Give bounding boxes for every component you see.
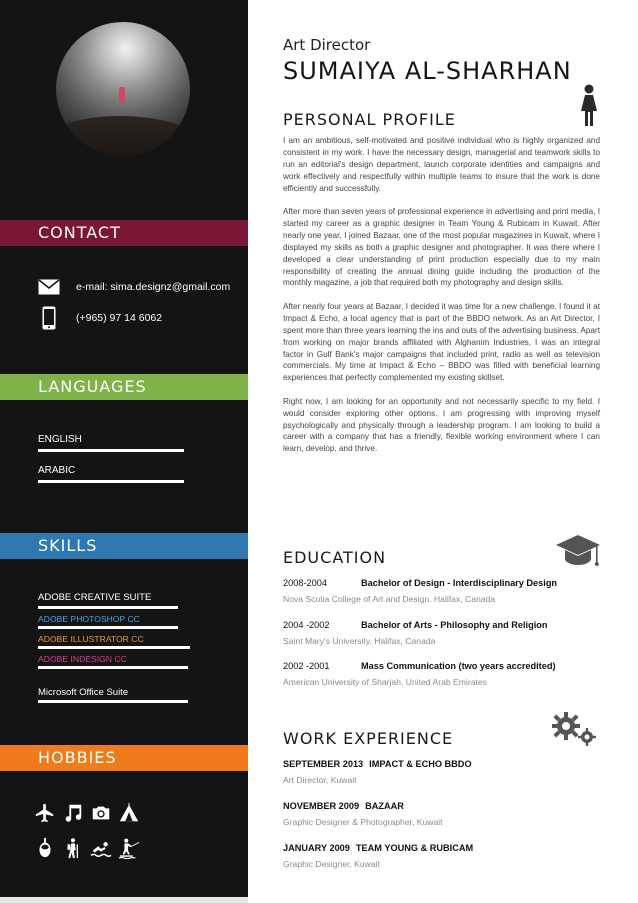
skill-photoshop-label: ADOBE PHOTOSHOP CC [38,614,140,624]
profile-photo [56,22,190,156]
education-item [283,661,603,687]
language-arabic-label: ARABIC [38,465,76,476]
work-item [283,759,603,785]
work-date: JANUARY 2009 [283,843,350,853]
skill-office-bar [38,700,188,703]
swimming-icon [90,837,112,859]
contact-phone[interactable]: (+965) 97 14 6062 [76,312,163,324]
education-degree: Mass Communication (two years accredited) [361,661,556,671]
water-ski-icon [118,837,140,859]
work-company: IMPACT & ECHO BBDO [369,759,472,769]
skill-illustrator-bar [38,646,190,649]
education-item [283,578,603,604]
work-role: Art Director, Kuwait [283,775,357,785]
education-years: 2002 -2001 [283,661,330,671]
graduation-cap-icon [554,533,602,569]
scuba-icon [34,837,56,859]
profile-text [283,135,600,467]
profile-paragraph: I am an ambitious, self-motivated and positive individual who is highly organized and consistent in my work. I have the necessary design, managerial and teamwork skills to run an editorial's design department, launch corporate identities and campaigns and work effectively and respectfully within multiple teams to insure that the work is done efficiently and successfully. [283,136,600,193]
hobby-icons-row-2 [34,837,140,859]
work-date: SEPTEMBER 2013 [283,759,364,769]
skill-indesign-bar [38,666,188,669]
profile-paragraph: After nearly four years at Bazaar, I decided it was time for a new challenge. I found it at Impact & Echo, a local agency that is part of the BBDO network. As an Art Director, I spent more than three years learning the ins and outs of the advertising business. Apart from working on major brands affiliated with Alghanim Industries, I was an integral factor in Gulf Bank's major campaigns that included print, radio as well as television commercials. My time at Impact & Echo – BBDO was filled with beneficial learning experiences that perfectly complemented my existing skillset. [283,301,600,383]
skill-office-label: Microsoft Office Suite [38,687,129,698]
profile-heading: PERSONAL PROFILE [283,110,456,129]
contact-email[interactable]: e-mail: sima.designz@gmail.com [76,281,231,293]
sidebar [0,0,248,903]
tent-icon [118,802,140,824]
work-item [283,843,603,869]
work-role: Graphic Designer, Kuwait [283,859,380,869]
education-years: 2008-2004 [283,578,327,588]
profile-paragraph: Right now, I am looking for an opportunity and not necessarily specific to my field. I would consider exploring other options. I am progressing with improving myself psychologically and physically through a leadership program. I am looking to build a career with a company that has a friendly, flexible working environment where I can learn, develop, and thrive. [283,396,600,454]
envelope-icon [38,279,60,295]
person-name: SUMAIYA AL-SHARHAN [283,57,572,85]
education-degree: Bachelor of Arts - Philosophy and Religion [361,620,548,630]
skill-indesign-label: ADOBE INDESIGN CC [38,654,127,664]
hobbies-heading: HOBBIES [0,745,248,771]
work-date: NOVEMBER 2009 [283,801,360,811]
hobby-icons-row-1 [34,802,140,824]
mobile-phone-icon [38,306,60,330]
education-degree: Bachelor of Design - Interdisciplinary Design [361,578,558,588]
work-company: BAZAAR [365,801,404,811]
skill-illustrator-label: ADOBE ILLUSTRATOR CC [38,634,144,644]
contact-phone-row[interactable] [38,306,162,330]
music-note-icon [62,802,84,824]
language-english-label: ENGLISH [38,434,82,445]
contact-heading: CONTACT [0,220,248,246]
skills-heading: SKILLS [0,533,248,559]
education-years: 2004 -2002 [283,620,330,630]
airplane-icon [34,802,56,824]
profile-paragraph: After more than seven years of professional experience in advertising and print media, I started my career as a graphic designer in Team Young & Rubicam in Kuwait. After nearly one year, I joined Bazaar, one of the most popular magazines in Kuwait, where I displayed my skills as both a graphic designer and photographer. It was there where I developed a clear understanding of print production especially due to my main responsibility of creating the annual dining guide including the production of the monthly magazine, a job that required both my photography and design skills. [283,207,600,288]
contact-email-row[interactable] [38,275,230,299]
work-heading: WORK EXPERIENCE [283,729,454,748]
languages-heading: LANGUAGES [0,374,248,400]
skill-creative-suite-label: ADOBE CREATIVE SUITE [38,592,152,603]
language-english-bar [38,449,184,452]
skill-photoshop-bar [38,626,178,629]
skill-creative-suite-bar [38,606,178,609]
education-school: Saint Mary's University. Halifax, Canada [283,636,436,646]
camera-icon [90,802,112,824]
education-item [283,620,603,646]
job-title: Art Director [283,36,371,54]
person-icon [579,84,599,128]
education-heading: EDUCATION [283,548,387,567]
education-school: American University of Sharjah, United Arab Emirates [283,677,487,687]
work-role: Graphic Designer & Photographer, Kuwait [283,817,443,827]
hiking-icon [62,837,84,859]
work-company: TEAM YOUNG & RUBICAM [355,843,474,853]
gears-icon [551,711,599,747]
language-arabic-bar [38,480,184,483]
work-item [283,801,603,827]
education-school: Nova Scotia College of Art and Design. Halifax, Canada [283,594,496,604]
